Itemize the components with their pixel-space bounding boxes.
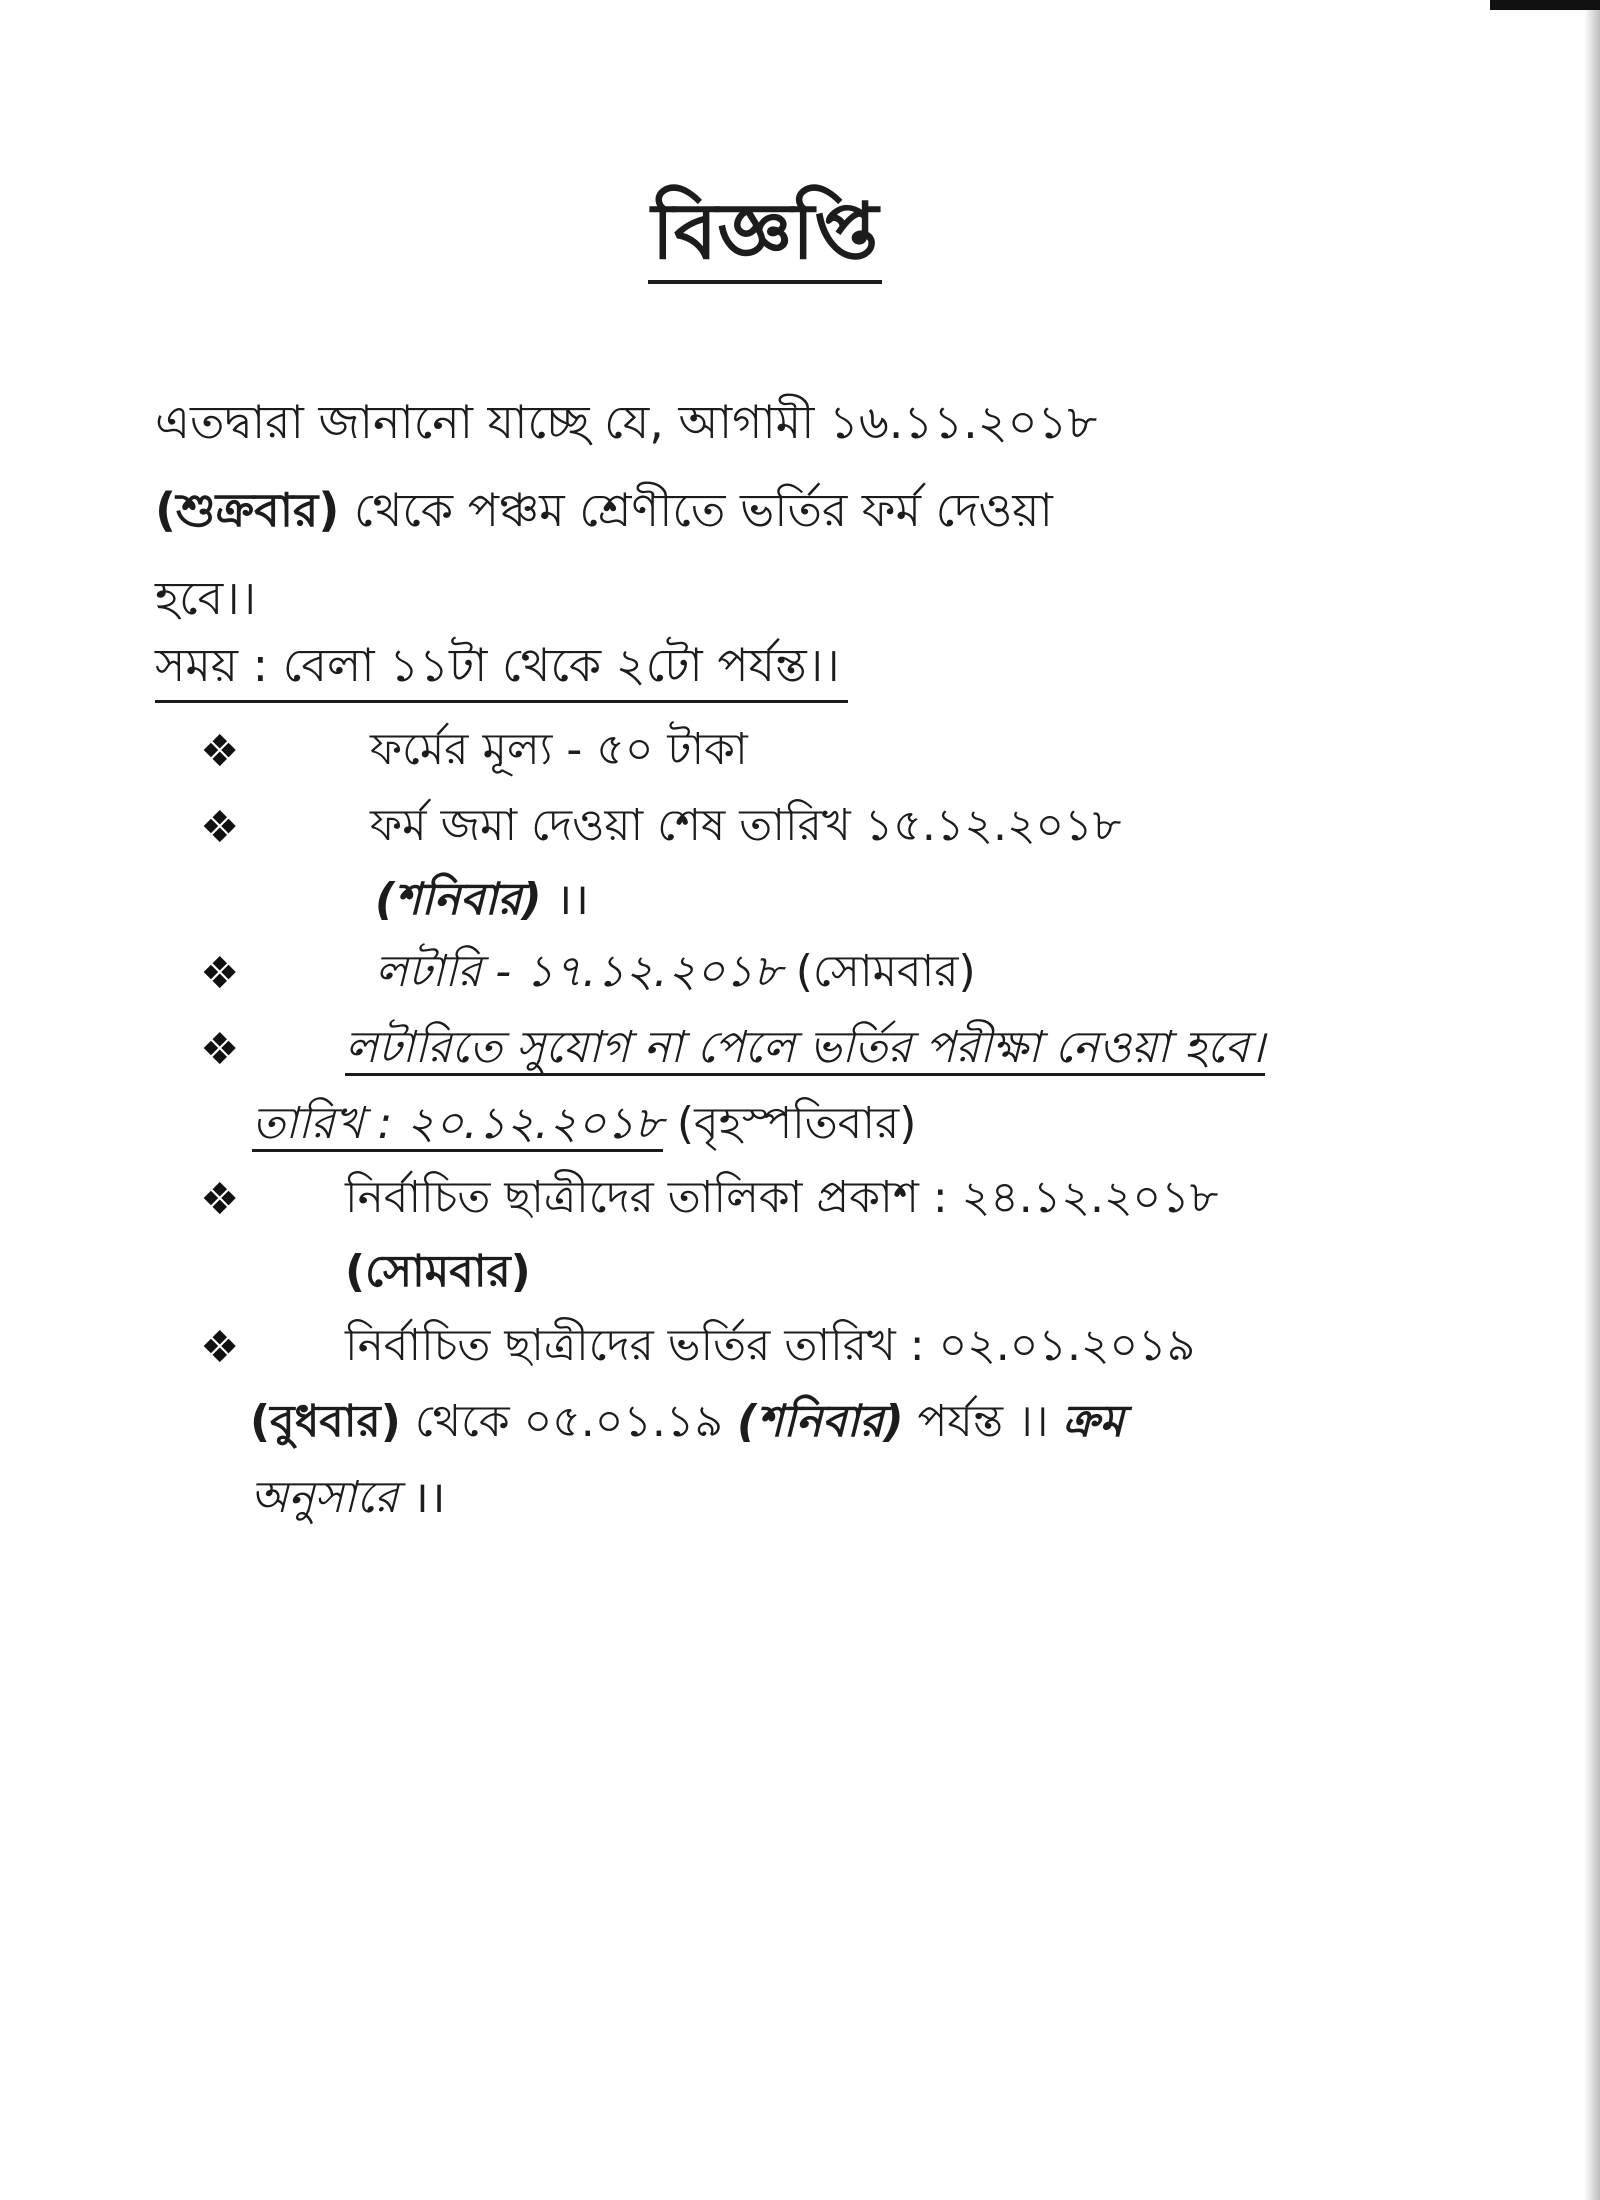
bullet-4: ❖: [200, 1024, 240, 1075]
timing-line: সময় : বেলা ১১টা থেকে ২টো পর্যন্ত।।: [155, 630, 848, 703]
item-exam-day: (বৃহস্পতিবার): [662, 1098, 917, 1149]
item-exam-date: তারিখ : ২০.১২.২০১৮: [252, 1098, 663, 1152]
item-admission-line-2: [250, 1384, 1124, 1460]
item-admission-to-day: (শনিবার): [737, 1396, 904, 1447]
scan-mark: [1490, 0, 1600, 10]
item-admission-final: ।।: [398, 1472, 446, 1523]
bullet-3: ❖: [200, 948, 240, 999]
item-list-publish-day: (সোমবার): [345, 1246, 531, 1297]
item-admission-order-2: অনুসারে: [250, 1472, 399, 1523]
notice-title: [0, 187, 1530, 284]
item-last-date-end: ।।: [541, 874, 589, 925]
item-admission: নির্বাচিত ছাত্রীদের ভর্তির তারিখ : ০২.০১.২০১৯: [345, 1320, 1196, 1371]
bullet-6: ❖: [200, 1322, 240, 1373]
item-admission-from-day: (বুধবার): [250, 1396, 401, 1447]
item-exam-date-line: [252, 1086, 916, 1162]
item-admission-line-3: [250, 1460, 445, 1536]
item-exam-note: লটারিতে সুযোগ না পেলে ভর্তির পরীক্ষা নেওয়া হবে।: [345, 1022, 1265, 1076]
scan-edge: [1584, 0, 1600, 2200]
notice-title-text: বিজ্ঞপ্তি: [648, 190, 883, 284]
item-lottery-day: (সোমবার): [781, 946, 976, 997]
intro-line-3: হবে।।: [155, 571, 257, 625]
bullet-1: ❖: [200, 726, 240, 777]
item-last-date-day-line: [375, 862, 589, 938]
item-list-publish: নির্বাচিত ছাত্রীদের তালিকা প্রকাশ : ২৪.১২.২০১৮: [345, 1172, 1219, 1223]
item-lottery-label: লটারি - ১৭.১২.২০১৮: [375, 946, 782, 997]
item-last-date: ফর্ম জমা দেওয়া শেষ তারিখ ১৫.১২.২০১৮: [370, 800, 1122, 851]
item-admission-end: পর্যন্ত ।।: [903, 1396, 1063, 1447]
bullet-5: ❖: [200, 1174, 240, 1225]
intro-paragraph: [155, 378, 1385, 642]
item-exam-note-line: [345, 1010, 1265, 1086]
item-form-price: ফর্মের মূল্য - ৫০ টাকা: [370, 724, 748, 775]
intro-line-1: এতদ্বারা জানানো যাচ্ছে যে, আগামী ১৬.১১.২০১৮: [155, 395, 1098, 449]
item-admission-mid: থেকে ০৫.০১.১৯: [400, 1396, 737, 1447]
bullet-2: ❖: [200, 802, 240, 853]
item-last-date-day: (শনিবার): [375, 874, 542, 925]
intro-line-2: থেকে পঞ্চম শ্রেণীতে ভর্তির ফর্ম দেওয়া: [339, 483, 1053, 537]
item-admission-order: ক্রম: [1062, 1396, 1124, 1447]
item-lottery: [375, 934, 976, 1010]
intro-day: (শুক্রবার): [155, 483, 340, 537]
